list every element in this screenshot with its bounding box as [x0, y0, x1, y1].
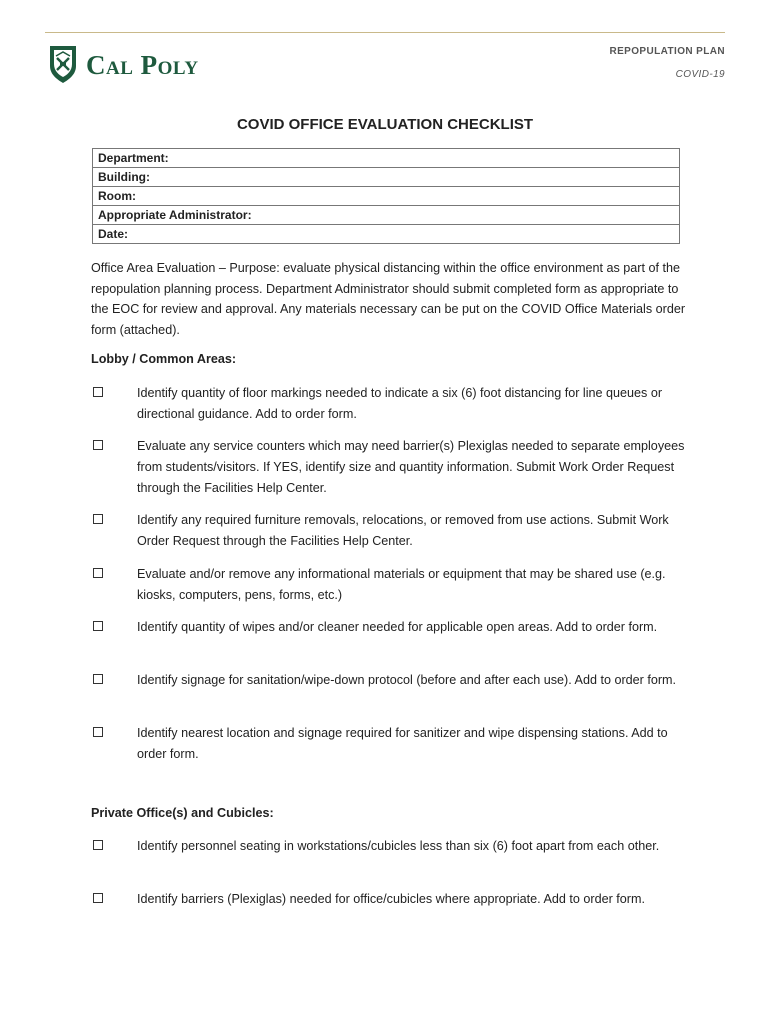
- info-row: [93, 168, 680, 187]
- checklist-item-text: Identify quantity of wipes and/or cleaner needed for applicable open areas. Add to order form.: [137, 620, 658, 634]
- plan-label: REPOPULATION PLAN: [609, 46, 725, 57]
- checklist-item-text: Evaluate any service counters which may need barrier(s) Plexiglas needed to separate employees from students/visitors. If YES, identify size and quantity information. Submit Work Order Request through the Facilities Help Center.: [137, 439, 685, 495]
- checkbox[interactable]: [93, 893, 103, 903]
- checkbox[interactable]: [93, 514, 103, 524]
- checklist-item-text: Identify quantity of floor markings needed to indicate a six (6) foot distancing for line queues or directional guidance. Add to order form.: [137, 386, 663, 421]
- header-rule: [45, 32, 725, 33]
- covid-label: COVID-19: [675, 69, 725, 80]
- checkbox[interactable]: [93, 621, 103, 631]
- info-row: [93, 206, 680, 225]
- checklist-item-text: Evaluate and/or remove any informational materials or equipment that may be shared use (e.g. kiosks, computers, pens, forms, etc.): [137, 567, 666, 602]
- checklist-item-text: Identify nearest location and signage required for sanitizer and wipe dispensing stations. Add to order form.: [137, 726, 668, 761]
- section-heading-lobby: Lobby / Common Areas:: [91, 352, 237, 366]
- checkbox[interactable]: [93, 840, 103, 850]
- info-row: [93, 187, 680, 206]
- checkbox[interactable]: [93, 568, 103, 578]
- building-field[interactable]: Building:: [93, 168, 680, 187]
- checkbox[interactable]: [93, 440, 103, 450]
- checkbox[interactable]: [93, 727, 103, 737]
- administrator-field[interactable]: Appropriate Administrator:: [93, 206, 680, 225]
- header-right: [609, 46, 725, 80]
- checklist-item-text: Identify personnel seating in workstations/cubicles less than six (6) foot apart from each other.: [137, 839, 660, 853]
- checkbox[interactable]: [93, 674, 103, 684]
- intro-paragraph: Office Area Evaluation – Purpose: evaluate physical distancing within the office environment as part of the repopulation planning process. Department Administrator should submit completed form as appropriate to the EOC for review and approval. Any materials necessary can be put on the COVID Office Materials order form (attached).: [91, 261, 686, 337]
- info-row: [93, 149, 680, 168]
- checklist-item-text: Identify barriers (Plexiglas) needed for office/cubicles where appropriate. Add to order form.: [137, 892, 645, 906]
- shield-icon: [48, 44, 78, 84]
- checklist-item-text: Identify any required furniture removals, relocations, or removed from use actions. Submit Work Order Request through the Facilities Help Center.: [137, 513, 669, 548]
- date-field[interactable]: Date:: [93, 225, 680, 244]
- room-field[interactable]: Room:: [93, 187, 680, 206]
- info-table: [92, 148, 680, 244]
- logo-wordmark: Cal Poly: [86, 49, 199, 80]
- page-title: COVID OFFICE EVALUATION CHECKLIST: [236, 116, 534, 133]
- department-field[interactable]: Department:: [93, 149, 680, 168]
- info-row: [93, 225, 680, 244]
- cal-poly-logo: [48, 44, 199, 84]
- section-heading-private-offices: Private Office(s) and Cubicles:: [91, 806, 274, 820]
- checkbox[interactable]: [93, 387, 103, 397]
- checklist-item-text: Identify signage for sanitation/wipe-down protocol (before and after each use). Add to order form.: [137, 673, 677, 687]
